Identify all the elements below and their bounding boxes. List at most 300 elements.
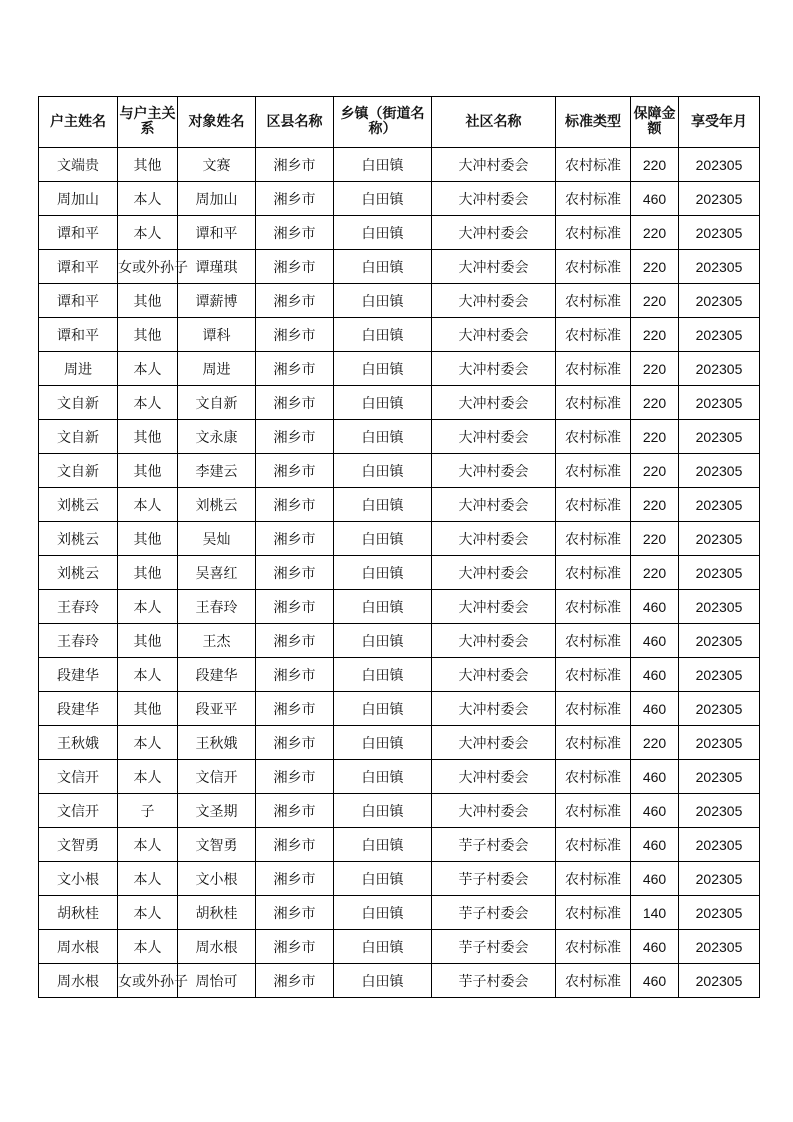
cell-householder-name <box>39 828 118 862</box>
header-community: 社区名称 <box>432 97 556 148</box>
cell-period <box>679 318 760 352</box>
cell-period <box>679 284 760 318</box>
cell-community <box>432 930 556 964</box>
cell-community <box>432 556 556 590</box>
cell-community-text: 大冲村委会 <box>458 701 529 718</box>
cell-standard-type <box>556 148 631 182</box>
cell-householder-name-text: 周水根 <box>57 973 99 990</box>
cell-county-text: 湘乡市 <box>273 395 316 412</box>
cell-standard-type <box>556 420 631 454</box>
cell-county-text: 湘乡市 <box>273 701 316 718</box>
cell-relation <box>118 352 178 386</box>
cell-township-text: 白田镇 <box>361 157 404 174</box>
cell-subject-name <box>178 250 256 284</box>
cell-amount-text: 220 <box>642 394 667 411</box>
cell-subject-name <box>178 590 256 624</box>
cell-relation <box>118 624 178 658</box>
cell-standard-type <box>556 658 631 692</box>
cell-standard-type <box>556 794 631 828</box>
table-header-row <box>39 97 760 148</box>
cell-subject-name <box>178 760 256 794</box>
cell-standard-type-text: 农村标准 <box>565 633 621 650</box>
cell-amount-text: 220 <box>642 428 667 445</box>
cell-township-text: 白田镇 <box>361 633 404 650</box>
cell-township <box>334 454 432 488</box>
cell-period <box>679 522 760 556</box>
cell-county-text: 湘乡市 <box>273 327 316 344</box>
cell-relation <box>118 420 178 454</box>
cell-county-text: 湘乡市 <box>273 225 316 242</box>
cell-township <box>334 590 432 624</box>
cell-community-text: 大冲村委会 <box>458 497 529 514</box>
cell-amount <box>631 250 679 284</box>
cell-community <box>432 760 556 794</box>
cell-householder-name-text: 谭和平 <box>57 293 99 310</box>
cell-community <box>432 624 556 658</box>
cell-county-text: 湘乡市 <box>273 599 316 616</box>
cell-standard-type-text: 农村标准 <box>565 837 621 854</box>
cell-subject-name-text: 谭瑾琪 <box>195 259 238 276</box>
cell-township <box>334 352 432 386</box>
cell-township-text: 白田镇 <box>361 259 404 276</box>
cell-township <box>334 760 432 794</box>
cell-standard-type-text: 农村标准 <box>565 395 621 412</box>
cell-township <box>334 420 432 454</box>
cell-householder-name-text: 胡秋桂 <box>57 905 99 922</box>
cell-amount-text: 460 <box>642 870 667 887</box>
cell-period <box>679 148 760 182</box>
cell-relation <box>118 556 178 590</box>
cell-amount-text: 220 <box>642 326 667 343</box>
table-row <box>39 522 760 556</box>
cell-householder-name <box>39 930 118 964</box>
cell-subject-name-text: 文信开 <box>195 769 238 786</box>
cell-community-text: 大冲村委会 <box>458 667 529 684</box>
cell-subject-name <box>178 488 256 522</box>
cell-community-text: 大冲村委会 <box>458 225 529 242</box>
cell-standard-type <box>556 964 631 998</box>
cell-subject-name-text: 文圣期 <box>195 803 238 820</box>
cell-subject-name <box>178 658 256 692</box>
cell-period <box>679 216 760 250</box>
cell-subject-name-text: 谭科 <box>202 327 231 344</box>
cell-householder-name-text: 谭和平 <box>57 225 99 242</box>
cell-period <box>679 420 760 454</box>
cell-relation <box>118 386 178 420</box>
cell-standard-type-text: 农村标准 <box>565 497 621 514</box>
cell-subject-name-text: 刘桃云 <box>195 497 238 514</box>
cell-subject-name <box>178 964 256 998</box>
cell-householder-name-text: 文自新 <box>57 395 99 412</box>
cell-householder-name <box>39 182 118 216</box>
cell-community <box>432 590 556 624</box>
cell-county <box>256 216 334 250</box>
cell-relation-text: 其他 <box>133 531 162 548</box>
cell-amount-text: 460 <box>642 972 667 989</box>
cell-period <box>679 658 760 692</box>
cell-community-text: 大冲村委会 <box>458 361 529 378</box>
cell-county-text: 湘乡市 <box>273 259 316 276</box>
cell-amount-text: 460 <box>642 700 667 717</box>
cell-householder-name-text: 段建华 <box>57 667 99 684</box>
cell-standard-type <box>556 692 631 726</box>
cell-community-text: 大冲村委会 <box>458 633 529 650</box>
cell-community <box>432 794 556 828</box>
cell-relation-text: 本人 <box>133 769 162 786</box>
cell-subject-name <box>178 726 256 760</box>
cell-township-text: 白田镇 <box>361 599 404 616</box>
cell-township <box>334 658 432 692</box>
cell-subject-name <box>178 216 256 250</box>
cell-householder-name <box>39 148 118 182</box>
cell-community-text: 大冲村委会 <box>458 769 529 786</box>
cell-county-text: 湘乡市 <box>273 735 316 752</box>
cell-period-text: 202305 <box>695 326 743 343</box>
cell-amount-text: 220 <box>642 462 667 479</box>
cell-relation <box>118 454 178 488</box>
cell-relation-text: 本人 <box>133 225 162 242</box>
cell-relation-text: 本人 <box>133 497 162 514</box>
cell-subject-name-text: 文小根 <box>195 871 238 888</box>
cell-township <box>334 522 432 556</box>
cell-period <box>679 352 760 386</box>
cell-amount-text: 220 <box>642 530 667 547</box>
cell-township <box>334 182 432 216</box>
table-row <box>39 794 760 828</box>
cell-householder-name-text: 周水根 <box>57 939 99 956</box>
cell-community-text: 大冲村委会 <box>458 463 529 480</box>
cell-county-text: 湘乡市 <box>273 293 316 310</box>
cell-relation <box>118 692 178 726</box>
cell-standard-type <box>556 930 631 964</box>
cell-standard-type <box>556 386 631 420</box>
cell-county <box>256 454 334 488</box>
cell-period-text: 202305 <box>695 496 743 513</box>
cell-period-text: 202305 <box>695 292 743 309</box>
cell-community-text: 芋子村委会 <box>458 905 529 922</box>
cell-community-text: 芋子村委会 <box>458 871 529 888</box>
cell-township-text: 白田镇 <box>361 565 404 582</box>
cell-period <box>679 590 760 624</box>
cell-standard-type-text: 农村标准 <box>565 293 621 310</box>
cell-standard-type-text: 农村标准 <box>565 157 621 174</box>
cell-householder-name-text: 王秋娥 <box>57 735 99 752</box>
table-row <box>39 284 760 318</box>
cell-township <box>334 284 432 318</box>
cell-township <box>334 828 432 862</box>
cell-relation <box>118 590 178 624</box>
cell-amount-text: 220 <box>642 224 667 241</box>
cell-relation <box>118 896 178 930</box>
cell-subject-name <box>178 794 256 828</box>
cell-amount <box>631 522 679 556</box>
cell-standard-type <box>556 216 631 250</box>
cell-subject-name <box>178 692 256 726</box>
cell-subject-name <box>178 862 256 896</box>
cell-township-text: 白田镇 <box>361 531 404 548</box>
cell-subject-name-text: 胡秋桂 <box>195 905 238 922</box>
cell-community-text: 大冲村委会 <box>458 191 529 208</box>
cell-township <box>334 148 432 182</box>
cell-community-text: 大冲村委会 <box>458 565 529 582</box>
cell-amount-text: 460 <box>642 768 667 785</box>
cell-amount <box>631 658 679 692</box>
cell-county-text: 湘乡市 <box>273 361 316 378</box>
cell-householder-name-text: 文自新 <box>57 463 99 480</box>
cell-period-text: 202305 <box>695 190 743 207</box>
cell-standard-type-text: 农村标准 <box>565 803 621 820</box>
cell-period <box>679 964 760 998</box>
cell-amount <box>631 726 679 760</box>
cell-standard-type-text: 农村标准 <box>565 735 621 752</box>
cell-period <box>679 726 760 760</box>
cell-householder-name-text: 周进 <box>64 361 92 378</box>
cell-community-text: 大冲村委会 <box>458 599 529 616</box>
cell-standard-type <box>556 454 631 488</box>
cell-relation-text: 其他 <box>133 157 162 174</box>
cell-period <box>679 488 760 522</box>
cell-community <box>432 862 556 896</box>
cell-period <box>679 182 760 216</box>
cell-householder-name-text: 段建华 <box>57 701 99 718</box>
cell-township <box>334 556 432 590</box>
table-row <box>39 352 760 386</box>
cell-householder-name <box>39 454 118 488</box>
cell-county-text: 湘乡市 <box>273 769 316 786</box>
cell-householder-name <box>39 318 118 352</box>
cell-standard-type-text: 农村标准 <box>565 905 621 922</box>
cell-householder-name-text: 文信开 <box>57 803 99 820</box>
cell-township <box>334 386 432 420</box>
cell-county-text: 湘乡市 <box>273 905 316 922</box>
cell-subject-name-text: 段建华 <box>195 667 238 684</box>
cell-period-text: 202305 <box>695 972 743 989</box>
cell-subject-name <box>178 386 256 420</box>
table-row <box>39 318 760 352</box>
cell-householder-name <box>39 216 118 250</box>
cell-period-text: 202305 <box>695 462 743 479</box>
cell-community <box>432 386 556 420</box>
table-row <box>39 964 760 998</box>
cell-period-text: 202305 <box>695 428 743 445</box>
cell-standard-type <box>556 488 631 522</box>
cell-householder-name-text: 文小根 <box>57 871 99 888</box>
cell-amount <box>631 862 679 896</box>
cell-relation-text: 其他 <box>133 429 162 446</box>
cell-township-text: 白田镇 <box>361 939 404 956</box>
cell-community <box>432 522 556 556</box>
cell-householder-name <box>39 352 118 386</box>
cell-period <box>679 454 760 488</box>
cell-township <box>334 692 432 726</box>
cell-subject-name-text: 周进 <box>202 361 231 378</box>
assistance-table <box>38 96 760 998</box>
cell-amount <box>631 760 679 794</box>
cell-county <box>256 862 334 896</box>
cell-township <box>334 216 432 250</box>
table-row <box>39 760 760 794</box>
cell-amount-text: 220 <box>642 734 667 751</box>
table-row <box>39 726 760 760</box>
cell-county <box>256 760 334 794</box>
cell-township-text: 白田镇 <box>361 905 404 922</box>
cell-period-text: 202305 <box>695 734 743 751</box>
cell-relation-text: 本人 <box>133 191 162 208</box>
table-row <box>39 250 760 284</box>
cell-subject-name <box>178 182 256 216</box>
cell-standard-type-text: 农村标准 <box>565 225 621 242</box>
cell-standard-type-text: 农村标准 <box>565 871 621 888</box>
cell-period <box>679 692 760 726</box>
cell-amount <box>631 964 679 998</box>
cell-relation <box>118 216 178 250</box>
cell-township-text: 白田镇 <box>361 395 404 412</box>
cell-relation-text: 其他 <box>133 293 162 310</box>
cell-township-text: 白田镇 <box>361 429 404 446</box>
cell-period <box>679 862 760 896</box>
table-row <box>39 624 760 658</box>
cell-standard-type-text: 农村标准 <box>565 599 621 616</box>
cell-householder-name <box>39 386 118 420</box>
cell-community <box>432 454 556 488</box>
cell-community <box>432 828 556 862</box>
cell-standard-type <box>556 828 631 862</box>
cell-relation <box>118 760 178 794</box>
cell-community-text: 芋子村委会 <box>458 973 529 990</box>
header-township: 乡镇（街道名称） <box>334 97 432 148</box>
cell-township-text: 白田镇 <box>361 769 404 786</box>
header-county: 区县名称 <box>256 97 334 148</box>
table-row <box>39 658 760 692</box>
cell-community-text: 大冲村委会 <box>458 429 529 446</box>
cell-relation <box>118 318 178 352</box>
cell-period <box>679 624 760 658</box>
cell-standard-type <box>556 760 631 794</box>
cell-householder-name-text: 谭和平 <box>57 259 99 276</box>
table-row <box>39 556 760 590</box>
cell-community <box>432 658 556 692</box>
cell-standard-type <box>556 556 631 590</box>
cell-amount-text: 220 <box>642 496 667 513</box>
cell-township <box>334 794 432 828</box>
cell-county <box>256 624 334 658</box>
cell-amount <box>631 624 679 658</box>
cell-amount <box>631 386 679 420</box>
cell-subject-name-text: 周水根 <box>195 939 238 956</box>
cell-subject-name-text: 周加山 <box>195 191 238 208</box>
cell-subject-name-text: 文永康 <box>195 429 238 446</box>
cell-relation <box>118 828 178 862</box>
cell-county <box>256 692 334 726</box>
cell-standard-type-text: 农村标准 <box>565 327 621 344</box>
cell-householder-name-text: 刘桃云 <box>57 497 99 514</box>
cell-amount <box>631 488 679 522</box>
cell-amount <box>631 454 679 488</box>
cell-community <box>432 692 556 726</box>
cell-relation-text: 本人 <box>133 735 162 752</box>
table-row <box>39 454 760 488</box>
cell-community <box>432 148 556 182</box>
cell-township <box>334 624 432 658</box>
cell-amount <box>631 148 679 182</box>
cell-relation <box>118 726 178 760</box>
cell-county-text: 湘乡市 <box>273 871 316 888</box>
cell-amount <box>631 420 679 454</box>
cell-amount <box>631 284 679 318</box>
cell-period <box>679 930 760 964</box>
cell-period-text: 202305 <box>695 598 743 615</box>
cell-township <box>334 862 432 896</box>
cell-community <box>432 420 556 454</box>
cell-relation <box>118 964 188 998</box>
cell-amount-text: 220 <box>642 258 667 275</box>
cell-householder-name <box>39 488 118 522</box>
cell-community <box>432 216 556 250</box>
cell-county <box>256 284 334 318</box>
cell-subject-name <box>178 930 256 964</box>
cell-community <box>432 318 556 352</box>
cell-period-text: 202305 <box>695 156 743 173</box>
cell-community <box>432 726 556 760</box>
cell-county-text: 湘乡市 <box>273 429 316 446</box>
cell-county <box>256 352 334 386</box>
cell-period-text: 202305 <box>695 836 743 853</box>
header-amount: 保障金额 <box>631 97 679 148</box>
table-row <box>39 148 760 182</box>
cell-township-text: 白田镇 <box>361 667 404 684</box>
cell-period-text: 202305 <box>695 666 743 683</box>
cell-amount-text: 460 <box>642 666 667 683</box>
cell-period-text: 202305 <box>695 258 743 275</box>
cell-township-text: 白田镇 <box>361 361 404 378</box>
cell-subject-name <box>178 148 256 182</box>
cell-relation <box>118 522 178 556</box>
cell-householder-name <box>39 556 118 590</box>
cell-amount <box>631 692 679 726</box>
cell-amount <box>631 828 679 862</box>
cell-householder-name <box>39 726 118 760</box>
cell-standard-type <box>556 896 631 930</box>
cell-county-text: 湘乡市 <box>273 191 316 208</box>
cell-subject-name-text: 谭和平 <box>195 225 238 242</box>
cell-amount-text: 460 <box>642 190 667 207</box>
cell-householder-name <box>39 964 118 998</box>
cell-period-text: 202305 <box>695 700 743 717</box>
cell-county <box>256 794 334 828</box>
cell-community <box>432 250 556 284</box>
cell-county-text: 湘乡市 <box>273 837 316 854</box>
cell-relation-text: 本人 <box>133 837 162 854</box>
cell-subject-name-text: 周怡可 <box>195 973 238 990</box>
cell-amount-text: 140 <box>642 904 667 921</box>
cell-amount <box>631 930 679 964</box>
table-row <box>39 420 760 454</box>
cell-subject-name-text: 谭薪博 <box>195 293 238 310</box>
cell-standard-type-text: 农村标准 <box>565 701 621 718</box>
cell-relation-text: 其他 <box>133 701 162 718</box>
header-relation: 与户主关系 <box>118 97 178 148</box>
cell-township-text: 白田镇 <box>361 803 404 820</box>
cell-amount <box>631 590 679 624</box>
cell-relation-text: 其他 <box>133 327 162 344</box>
cell-community-text: 大冲村委会 <box>458 735 529 752</box>
cell-county <box>256 590 334 624</box>
cell-householder-name <box>39 284 118 318</box>
cell-relation-text: 女或外孙子 <box>118 259 188 276</box>
cell-county-text: 湘乡市 <box>273 667 316 684</box>
cell-community-text: 大冲村委会 <box>458 531 529 548</box>
cell-standard-type <box>556 522 631 556</box>
